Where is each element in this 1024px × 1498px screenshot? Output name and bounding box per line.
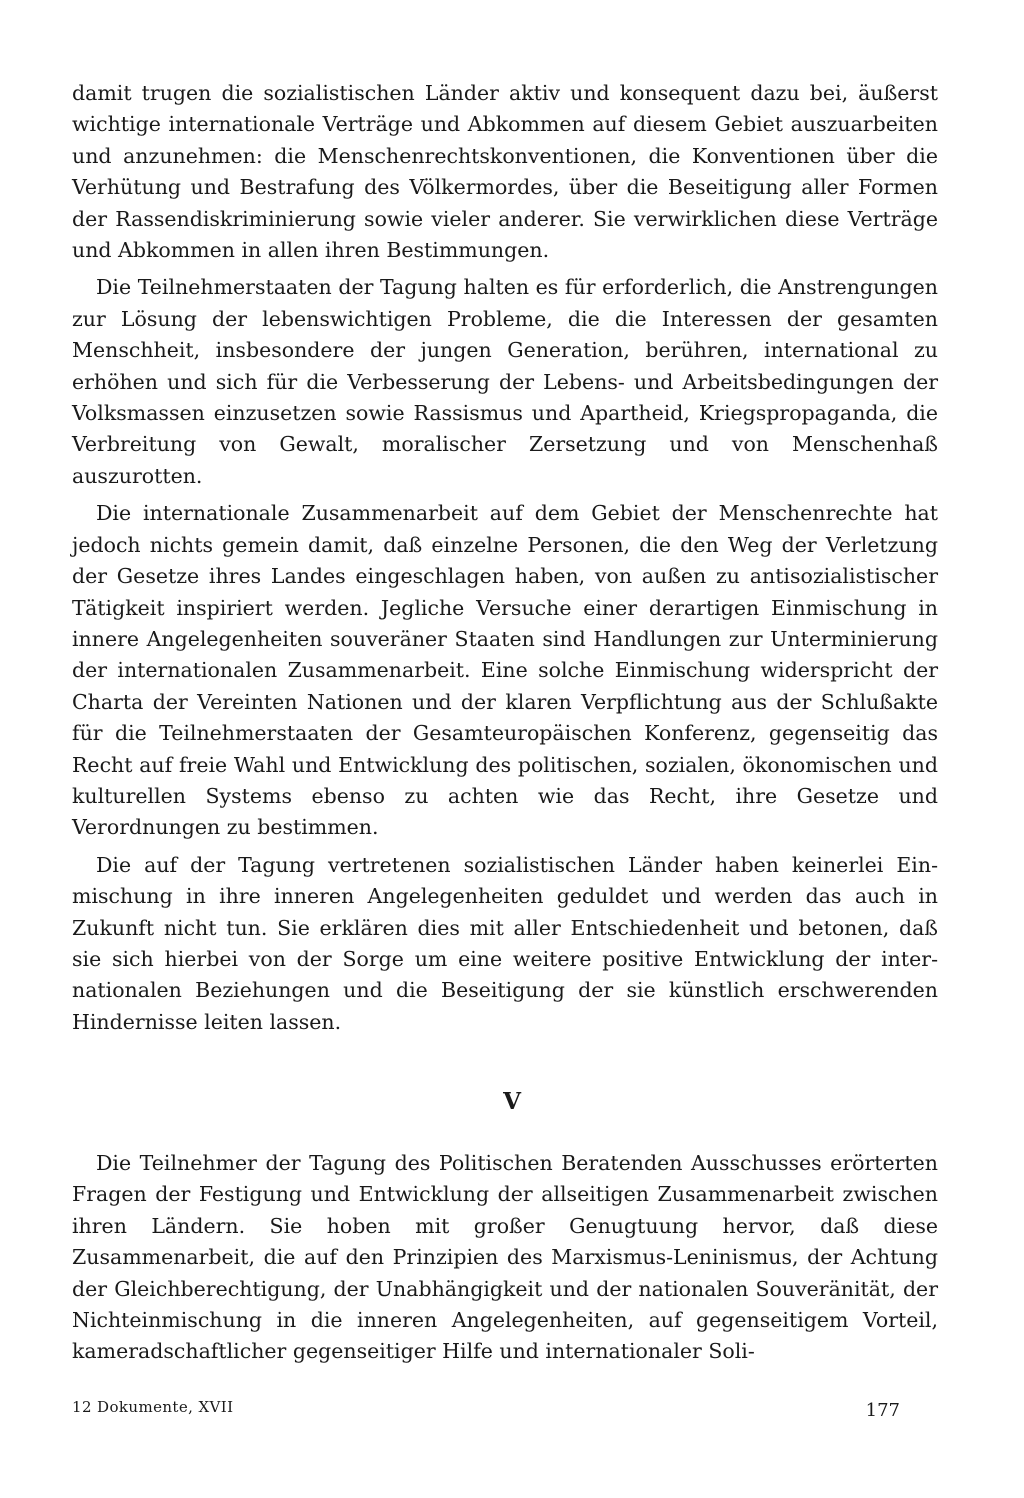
page-number: 177 xyxy=(865,1400,900,1421)
paragraph-2: Die Teilnehmerstaaten der Tagung halten es für erforderlich, die Anstrengungen zur Lösung der lebenswichtigen Probleme, die die Interessen der gesamten Menschheit, insbesondere der jungen Generation, berühren, international zu erhöhen und sich für die Verbesserung der Lebens- und Arbeitsbedingungen der Volksmassen einzusetzen sowie Rassismus und Apartheid, Kriegspropaganda, die Verbreitung von Gewalt, moralischer Zersetzung und von Menschenhaß auszurotten. xyxy=(72,275,938,488)
paragraph-1: damit trugen die sozialistischen Länder aktiv und konsequent dazu bei, äußerst wichtige internationale Verträge und Abkommen auf diesem Gebiet auszuarbeiten und anzunehmen: die Menschenrechtskonventionen, die Konventionen über die Verhütung und Bestrafung des Völkermordes, über die Beseitigung aller Formen der Rassendiskriminierung sowie vieler anderer. Sie verwirklichen diese Verträge und Abkommen in allen ihren Bestimmungen. xyxy=(72,81,938,263)
paragraph-3: Die internationale Zusammenarbeit auf dem Gebiet der Menschenrechte hat jedoch nichts gemein damit, daß einzelne Personen, die den Weg der Verletzung der Gesetze ihres Landes eingeschlagen haben, von außen zu antisozialistischer Tätigkeit inspiriert werden. Jegliche Versuche einer derartigen Einmischung in innere Angelegenheiten souveräner Staaten sind Handlungen zur Unterminierung der internationalen Zusammenarbeit. Eine solche Einmischung widerspricht der Charta der Vereinten Nationen und der klaren Verpflichtung aus der Schlußakte für die Teilnehmerstaaten der Gesamteuropäischen Konferenz, gegenseitig das Recht auf freie Wahl und Entwicklung des politischen, sozialen, ökonomischen und kulturellen Systems ebenso zu achten wie das Recht, ihre Gesetze und Verordnungen zu bestimmen. xyxy=(72,501,938,840)
paragraph-5: Die Teilnehmer der Tagung des Politischen Beratenden Ausschusses erörterten Fragen der Festigung und Entwicklung der allseitigen Zusammenarbeit zwischen ihren Ländern. Sie hoben mit großer Genugtuung hervor, daß diese Zusammenarbeit, die auf den Prinzipien des Marxismus-Leninismus, der Achtung der Gleichberechtigung, der Unabhängigkeit und der nationalen Souveränität, der Nichteinmischung in die inneren Angelegenheiten, auf gegenseitigem Vorteil, kameradschaftlicher gegenseitiger Hilfe und internationaler Soli- xyxy=(72,1151,938,1364)
paragraph-4: Die auf der Tagung vertretenen sozialistischen Länder haben keinerlei Einmischung in ihre inneren Angelegenheiten geduldet und werden das auch in Zukunft nicht tun. Sie erklären dies mit aller Entschiedenheit und betonen, daß sie sich hierbei von der Sorge um eine weitere positive Entwicklung der internationalen Beziehungen und die Beseitigung der sie künstlich erschwerenden Hindernisse leiten lassen. xyxy=(72,852,938,1034)
section-heading: V xyxy=(503,1088,521,1115)
body-text-lower xyxy=(72,1148,938,1374)
body-text-upper xyxy=(72,78,938,1044)
footer-signature: 12 Dokumente, XVII xyxy=(72,1398,234,1416)
